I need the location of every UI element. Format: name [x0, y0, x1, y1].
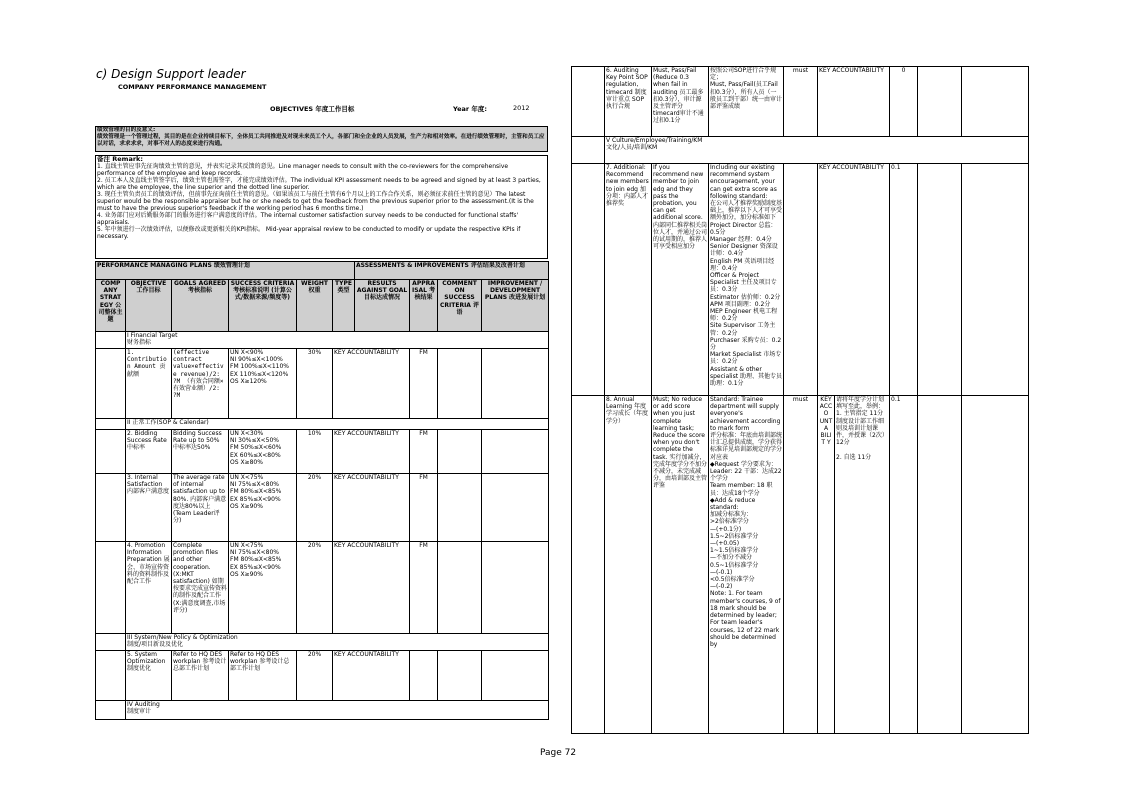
goals-cell: (effective contract value×effective revenue)/2: ?M （有效合同额×有效营业额）/2: ?M	[172, 349, 229, 419]
performance-table-right	[571, 66, 1029, 734]
objective-cell: 6. Auditing Key Point SOP regulation, timecard 制度审计重点 SOP执行合规	[605, 67, 652, 137]
remark-4: 4. 业务部门应对后勤服务部门的服务进行客户满意度的评估。The internal customer satisfaction survey needs to be conducted for functional staffs' appraisals.	[97, 212, 519, 226]
section-row	[572, 137, 1029, 164]
col-comment: COMMENT ON SUCCESS CRITERIA 评语	[438, 280, 482, 332]
appraisal-cell: FM	[410, 349, 438, 419]
criteria-cell: UN X<75% NI 75%≤X<80% FM 80%≤X<85% EX 85%≤X<90% OS X≥90%	[229, 542, 297, 634]
remark-3: 3. 现任主管负责员工的绩效评估，但前事先征询前任主管的意见。（如果该员工与前任主管有6个月以上的工作合作关系，则必须征求前任主管的意见）The latest superior would be the responsible appraiser but he or she needs to get the feedback from the previous superior prior to the assessment.(It is the must to have the previous superior's feedback if the working period has 6 months time.)	[97, 191, 534, 212]
remark-box	[95, 155, 548, 259]
band-assessments: ASSESSMENTS & IMPROVEMENTS 评估结果及改善计划	[355, 262, 549, 280]
section-row	[96, 634, 549, 651]
appraisal-cell: FM	[410, 542, 438, 634]
appraisal-cell	[410, 651, 438, 701]
weight-cell: 20%	[297, 474, 333, 542]
section-label: II 正常工作(SOP & Calendar)	[126, 419, 549, 430]
appraisal-cell: 0.1	[890, 164, 918, 396]
objective-cell: 7. Additional: Recommend new members to join edg 加分项：内部人才推荐奖	[605, 164, 652, 396]
goals-cell: Must; No reduce or add score when you just complete learning task; Reduce the score when you don't complete the task. 实行加减分，完成年度学分不加分不减分，未完成减分，由培训部及主管评鉴	[652, 396, 709, 734]
section-row	[96, 332, 549, 349]
type-cell: KEY ACCOUNTABILITY	[333, 542, 410, 634]
weight-cell: 10%	[297, 430, 333, 474]
objective-cell: 4. Promotion Information Preparation 展会、市场宣传资料的资料制作及配合工作	[126, 542, 172, 634]
remark-5: 5. 年中须进行一次绩效评估，以便修改或更新相关的KPI指标。 Mid-year appraisal review to be conducted to modify or update the respective KPIs if necessary.	[97, 226, 521, 240]
table-row	[572, 396, 1029, 734]
weight-cell: 20%	[297, 542, 333, 634]
year-label: Year 年度:	[453, 105, 487, 113]
section-label: IV Auditing 制度审计	[126, 701, 549, 720]
type-cell: KEY ACCOUNTABILITY	[818, 67, 890, 137]
weight-cell: must	[784, 67, 818, 137]
criteria-cell: Refer to HQ DES workplan 参考设计总部工作计划	[229, 651, 297, 701]
appraisal-cell: FM	[410, 430, 438, 474]
purpose-box: 绩效管理的目的及意义: 绩效管理是一个管理过程，其目的是在企业持续目标下，全体员工共同推进及对现未来员工个人，各部门和全企业的人员发展，生产力和相对效率。在进行绩效管理时，主管和员工应以对话，求求求求，对事不对人的态度来进行沟通。	[95, 126, 548, 152]
year-value: 2012	[513, 104, 530, 112]
goals-cell: The average rate of internal satisfaction up to 80%. 内部客户满意度达80%以上 (Team Leader评分)	[172, 474, 229, 542]
criteria-cell: 按照公司SOP进行合乎规定； Must, Pass/Fail(员工Fail扣0.3分），所有人员（一般员工到干部）统一由审计部评鉴成绩	[709, 67, 784, 137]
goals-cell: Bidding Success Rate up to 50% 中标率达50%	[172, 430, 229, 474]
col-improvement: IMPROVEMENT / DEVELOPMENT PLANS 改进发展计划	[482, 280, 549, 332]
section-row	[96, 701, 549, 720]
weight-cell: 30%	[297, 349, 333, 419]
goals-cell: Complete promotion files and other cooperation. (X:MKT satisfaction) 如期按要求完成宣传资料的制作及配合工作 (X:满意度调查,市场评分)	[172, 542, 229, 634]
table-row	[96, 474, 549, 542]
col-results: RESULTS AGAINST GOAL 目标达成情况	[355, 280, 410, 332]
goals-cell: If you recommend new member to join edg and they pass the probation, you can get additional score. 内部同仁推荐相关岗位人才，并通过公司的试用期的，推荐人可享受相应加分	[652, 164, 709, 396]
objective-cell: 2. Bidding Success Rate 中标率	[126, 430, 172, 474]
col-objective: OBJECTIVE 工作目标	[126, 280, 172, 332]
results-cell: 请将年度学分计划填写至此，举例： 1. 主管指定 11分 制度设计部工作细则及培训计划课件，并授课（2次） 12分 2. 自选 11分	[835, 396, 890, 734]
type-cell: KEY ACCOUNTABILITY	[333, 349, 410, 419]
criteria-cell: UN X<30% NI 30%≤X<50% FM 50%≤X<60% EX 60%≤X<80% OS X≥80%	[229, 430, 297, 474]
criteria-cell: UN X<75% NI 75%≤X<80% FM 80%≤X<85% EX 85%≤X<90% OS X≥90%	[229, 474, 297, 542]
section-label: V Culture/Employee/Training/KM 文化/人员/培训/KM	[605, 137, 1029, 164]
table-row	[96, 430, 549, 474]
doc-subtitle: COMPANY PERFORMANCE MANAGEMENT	[118, 83, 267, 91]
weight-cell: 20%	[297, 651, 333, 701]
performance-table-left	[95, 261, 549, 720]
type-cell: KEY ACCOUNTABILITY	[818, 164, 890, 396]
col-type: TYPE 类型	[333, 280, 355, 332]
table-row	[96, 349, 549, 419]
doc-title: c) Design Support leader	[96, 67, 246, 81]
type-cell: KEY ACCOUNTABILITY	[333, 651, 410, 701]
remark-1: 1. 直线主管应事先征询绩效主管的意见，并表实记录其反馈的意见。Line manager needs to consult with the co-reviewers for the comprehensive performance of the employee and keep records.	[97, 163, 509, 177]
section-row	[96, 419, 549, 430]
col-weight: WEIGHT 权重	[297, 280, 333, 332]
objective-cell: 3. Internal Satisfaction 内部客户满意度	[126, 474, 172, 542]
col-strategy: COMP ANY STRAT EGY 公司整体主题	[96, 280, 126, 332]
section-label: III System/New Policy & Optimization 制度/项目新设及优化	[126, 634, 549, 651]
weight-cell: must	[784, 396, 818, 734]
col-goals: GOALS AGREED 考核指标	[172, 280, 229, 332]
objective-cell: 1. Contribution Amount 贡献额	[126, 349, 172, 419]
criteria-cell: UN X<90% NI 90%≤X<100% FM 100%≤X<110% EX 110%≤X<120% OS X≥120%	[229, 349, 297, 419]
remark-label: 备注 Remark:	[97, 155, 143, 163]
table-row	[96, 542, 549, 634]
criteria-cell: Standard: Trainee department will supply everyone's achievement according to mark form 评分标准：年底由培训部统计汇总提供成绩，学分获得标准详见培训部规定的学分对应表 ◆Request 学分要求为： Leader: 22 干部：达成22个学分 Team member: 18 职员：达成18个学分 ◆Add & reduce standard: 加减分标准为： >2倍标准学分 —(+0.1分) 1.5~2倍标准学分 —(+0.05) 1~1.5倍标准学分 —不加分不减分 0.5~1倍标准学分 —(-0.1) <0.5倍标准学分 —(-0.2) Note: 1. For team member's courses, 9 of 18 mark should be determined by leader; For team leader's courses, 12 of 22 mark should be determined by	[709, 396, 784, 734]
type-cell: KEY ACCOUNTABILITY	[333, 474, 410, 542]
appraisal-cell: 0.1	[890, 396, 918, 734]
table-row	[572, 164, 1029, 396]
col-criteria: SUCCESS CRITERIA 考核标准说明 (计算公式/数据来源/频度等)	[229, 280, 297, 332]
band-plans: PERFORMANCE MANAGING PLANS 绩效管理计划	[96, 262, 355, 280]
col-appraisal: APPRA ISAL 考核结果	[410, 280, 438, 332]
appraisal-cell: FM	[410, 474, 438, 542]
goals-cell: Must, Pass/Fail (Reduce 0.3 when fail in auditing 员工最多扣0.3分），审计源及主管评分 timecard审计不通过扣0.1分	[652, 67, 709, 137]
appraisal-cell: 0	[890, 67, 918, 137]
type-cell: KEY ACCOUNTABILITY	[333, 430, 410, 474]
objective-cell: 8. Annual Learning 年度学习成长（年度学分）	[605, 396, 652, 734]
criteria-cell: Including our existing recommend system encouragement, your can get extra score as following standard: 在公司人才推荐奖励制度基础上，推荐以下人才可享受额外加分，加分标准如下 Project Director 总监：0.5分 Manager 经理：0.4分 Senior Designer 资深设计师：0.4分 English PM 英语项目经理：0.4分 Officer & Project Specialist 主任及项目专员：0.3分 Estimator 估价师：0.2分 APM 项目副理：0.2分 MEP Engineer 机电工程师：0.2分 Site Supervisor 工务主管：0.2分 Purchaser 采购专员：0.2分 Market Specialist 市场专员：0.2分 Assistant & other specialist 助理、其他专员助理：0.1分	[709, 164, 784, 396]
table-row	[96, 651, 549, 701]
section-label: I Financial Target 财务指标	[126, 332, 549, 349]
page-number: Page 72	[540, 748, 577, 758]
remark-2: 2. 员工本人及直线主管签字后，绩效主管也需签字，才能完成绩效评估。The individual KPI assessment needs to be agreed and signed by at least 3 parties, which are the employee, the line superior and the dotted line superior.	[97, 177, 541, 191]
type-cell: KEY ACCO UNTA BILIT Y	[818, 396, 835, 734]
objectives-label: OBJECTIVES 年度工作目标	[270, 105, 355, 113]
objective-cell: 5. System Optimization 制度优化	[126, 651, 172, 701]
goals-cell: Refer to HQ DES workplan 参考设计总部工作计划	[172, 651, 229, 701]
table-row	[572, 67, 1029, 137]
